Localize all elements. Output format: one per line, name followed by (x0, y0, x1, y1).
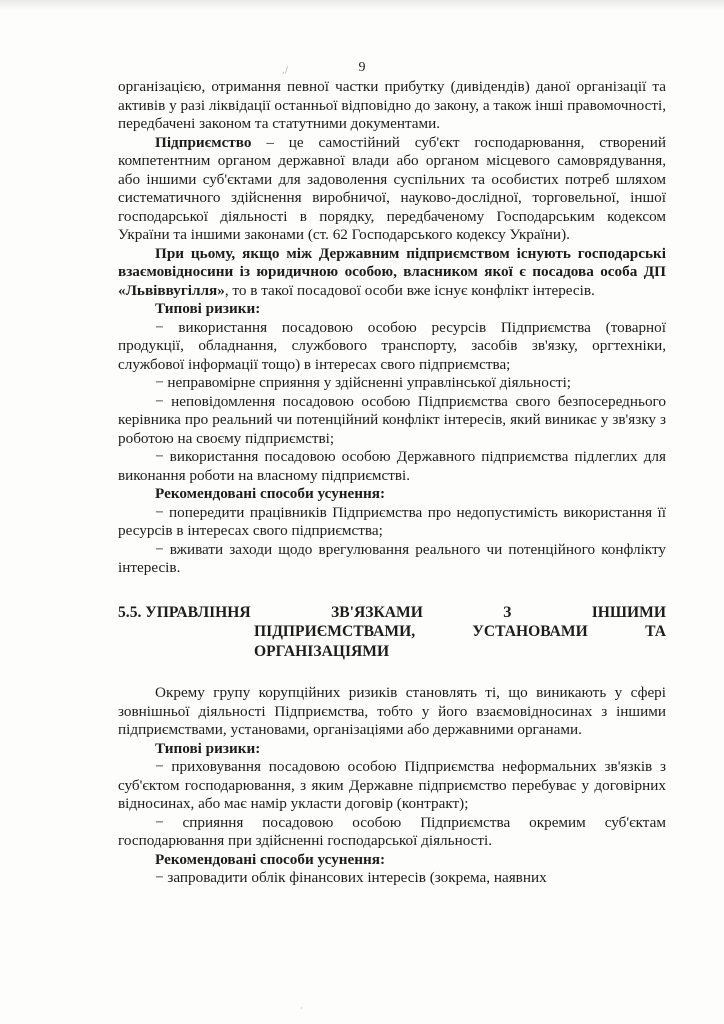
conflict-text: , то в такої посадової особи вже існує конфлікт інтересів. (224, 281, 595, 299)
scan-shadow (0, 0, 724, 10)
section-word: УПРАВЛІННЯ (145, 603, 251, 621)
section-word: ІНШИМИ (591, 603, 666, 621)
risk-item: − неповідомлення посадовою особою Підприємства свого безпосереднього керівника про реальний чи потенційний конфлікт інтересів, який виникає у зв'язку з роботою на своєму підприємстві; (118, 392, 666, 447)
methods-heading: Рекомендовані способи усунення: (155, 485, 386, 502)
section-heading (118, 603, 666, 662)
definition-text: – це самостійний суб'єкт господарювання, створений компетентним органом державної влади або органом місцевого самоврядування, або іншими суб'єктами для задоволення суспільних та особистих потреб шляхом систематичного здійснення виробничої, науково-дослідної, торговельної, іншої господарської діяльності в порядку, передбаченому Господарським кодексом України та іншими законами (ст. 62 Господарського кодексу України). (118, 133, 666, 243)
section-heading-line-1 (118, 603, 666, 623)
conflict-bold-text: При цьому, якщо між Державним підприємством існують господарські взаємовідносини із юридичною особою, власником якої є посадова особа ДП «Львіввугілля» (118, 244, 666, 299)
method-item: − вживати заходи щодо врегулювання реального чи потенційного конфлікту інтересів. (118, 540, 666, 576)
definition-term: Підприємство (155, 133, 252, 151)
risk-item: − приховування посадовою особою Підприємства неформальних зв'язків з суб'єктом господарювання, з яким Державне підприємство перебуває у договірних відносинах, або має намір укласти договір (контракт); (118, 758, 666, 812)
section-heading-line-2 (118, 622, 666, 642)
definition-paragraph (118, 134, 666, 245)
document-body (118, 78, 666, 888)
risk-item: − сприяння посадовою особою Підприємства окремим суб'єктам господарювання при здійсненні господарської діяльності. (118, 813, 666, 849)
risk-item: − використання посадовою особою ресурсів Підприємства (товарної продукції, обладнання, службового транспорту, засобів зв'язку, оргтехніки, службової інформації тощо) в інтересах свого підприємства; (118, 318, 666, 373)
section-heading-lead (118, 603, 251, 623)
section-word: ОРГАНІЗАЦІЯМИ (254, 642, 390, 660)
section-word: УСТАНОВАМИ (472, 623, 588, 640)
section-word: ПІДПРИЄМСТВАМИ, (254, 623, 416, 640)
section-word: З (503, 603, 512, 621)
section-heading-line-3 (118, 642, 666, 662)
method-item: − запровадити облік фінансових інтересів (зокрема, наявних (155, 869, 547, 886)
risks-heading: Типові ризики: (155, 300, 261, 317)
paragraph-continuation: організацією, отримання певної частки прибутку (дивідендів) даної організації та активів у разі ліквідації останньої відповідно до закону, а також інші правомочності, передбачені законом та статутними документами. (118, 78, 666, 132)
page-number: 9 (358, 60, 366, 75)
section-number: 5.5. (118, 603, 142, 621)
scan-speck: · (300, 1004, 303, 1014)
method-item: − попередити працівників Підприємства про недопустимість використання її ресурсів в інтересах свого підприємства; (118, 503, 666, 539)
conflict-paragraph (118, 245, 666, 301)
section-intro: Окрему групу корупційних ризиків становлять ті, що виникають у сфері зовнішньої діяльності Підприємства, тобто у його взаємовідносинах з іншими підприємствами, установами, організаціями або державними органами. (118, 684, 666, 738)
risk-item: − використання посадовою особою Державного підприємства підлеглих для виконання роботи на власному підприємстві. (118, 448, 666, 484)
section-word: ТА (645, 623, 666, 640)
scan-speck: ,/ (282, 66, 288, 76)
risks-heading: Типові ризики: (155, 739, 261, 757)
methods-heading: Рекомендовані способи усунення: (155, 850, 386, 868)
section-word: ЗВ'ЯЗКАМИ (330, 603, 423, 621)
risk-item: − неправомірне сприяння у здійсненні управлінської діяльності; (155, 374, 572, 391)
